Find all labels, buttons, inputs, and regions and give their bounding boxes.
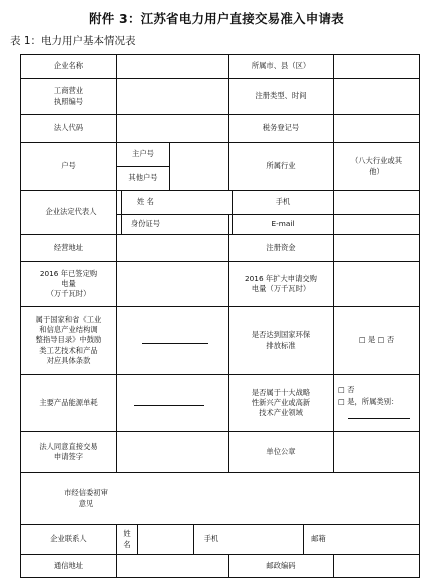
label-contracted-2016: 2016 年已签定购 电量 （万千瓦时） (39, 268, 98, 299)
policy-catalog-field[interactable] (117, 307, 228, 374)
legal-code-field[interactable] (117, 115, 228, 142)
label-expand-2016: 2016 年扩大申请交购 电量（万千瓦时） (245, 273, 317, 293)
label-unit-seal: 单位公章 (266, 446, 296, 456)
rep-phone-field[interactable] (334, 191, 419, 214)
label-other-account: 其他户号 (128, 173, 158, 183)
label-rep-name: 姓 名 (137, 197, 154, 207)
label-contact-phone: 手机 (203, 534, 219, 544)
policy-catalog-blank-line (142, 343, 208, 344)
id-number-field[interactable] (170, 215, 232, 234)
main-product-blank-line (134, 405, 204, 406)
main-product-energy-field[interactable] (117, 375, 228, 431)
city-county-field[interactable] (334, 55, 419, 78)
rep-name-field[interactable] (170, 191, 232, 214)
label-tax-registration: 税务登记号 (262, 123, 300, 133)
label-main-product-energy: 主要产品能源单耗 (39, 397, 98, 407)
label-company-name: 企业名称 (53, 61, 84, 71)
page-title: 附件 3：江苏省电力用户直接交易准入申请表 (89, 11, 344, 26)
business-address-field[interactable] (117, 235, 228, 261)
env-standard-options[interactable]: □ 是 □ 否 (358, 335, 395, 345)
label-city-county: 所属市、县（区） (251, 61, 311, 71)
label-contact-person: 企业联系人 (50, 534, 87, 544)
main-account-field[interactable] (170, 143, 228, 166)
strategic-category-blank-line (348, 418, 410, 419)
label-mail-address: 通信地址 (53, 560, 84, 570)
label-policy-catalog: 属于国家和省《工业 和信息产业结构调 整指导目录》中鼓励 类工艺技术和产品 对应具体条款 (35, 314, 102, 365)
email-field[interactable] (334, 215, 419, 234)
registered-capital-field[interactable] (334, 235, 419, 261)
industry-hint: （八大行业或其 他） (350, 156, 403, 176)
unit-seal-field[interactable] (334, 432, 419, 472)
mailbox-field[interactable] (334, 525, 419, 554)
registration-type-time-field[interactable] (334, 79, 419, 114)
company-name-field[interactable] (117, 55, 228, 78)
label-rep-phone: 手机 (275, 197, 291, 207)
label-business-license: 工商营业 执照编号 (53, 86, 84, 106)
label-contact-name: 姓 名 (123, 529, 131, 549)
table-caption: 表 1：电力用户基本情况表 (10, 35, 136, 47)
label-env-standard: 是否达到国家环保 排放标准 (251, 330, 311, 350)
label-postcode: 邮政编码 (266, 560, 296, 570)
label-legal-code: 法人代码 (53, 123, 84, 133)
strategic-no-checkbox[interactable]: □ 否 (338, 384, 355, 394)
label-business-address: 经营地址 (53, 242, 84, 252)
grid-line (419, 54, 420, 578)
label-industry: 所属行业 (266, 161, 296, 171)
commission-opinion-field[interactable] (152, 473, 419, 524)
business-license-field[interactable] (117, 79, 228, 114)
contracted-2016-field[interactable] (117, 262, 228, 306)
label-registered-capital: 注册资金 (266, 242, 296, 252)
expand-2016-field[interactable] (334, 262, 419, 306)
label-legal-signature: 法人同意直接交易 申请签字 (39, 441, 98, 461)
label-strategic-industry: 是否属于十大战略 性新兴产业或高新 技术产业领域 (251, 387, 311, 418)
label-email: E-mail (271, 219, 295, 229)
contact-phone-field[interactable] (229, 525, 303, 554)
strategic-yes-checkbox[interactable]: □ 是，所属类别： (338, 396, 399, 406)
label-mailbox: 邮箱 (311, 534, 326, 544)
label-id-number: 身份证号 (130, 219, 161, 229)
label-registration-type-time: 注册类型、时间 (255, 91, 307, 101)
postcode-field[interactable] (334, 555, 419, 577)
contact-name-field[interactable] (138, 525, 193, 554)
mail-address-field[interactable] (117, 555, 228, 577)
label-legal-representative: 企业法定代表人 (45, 207, 97, 217)
tax-registration-field[interactable] (334, 115, 419, 142)
application-form-table (20, 54, 420, 578)
grid-line (20, 577, 420, 578)
label-main-account: 主户号 (132, 149, 154, 159)
label-commission-opinion: 市经信委初审 意见 (64, 488, 108, 508)
other-account-field[interactable] (170, 167, 228, 190)
label-account-number: 户号 (61, 161, 76, 171)
legal-signature-field[interactable] (117, 432, 228, 472)
